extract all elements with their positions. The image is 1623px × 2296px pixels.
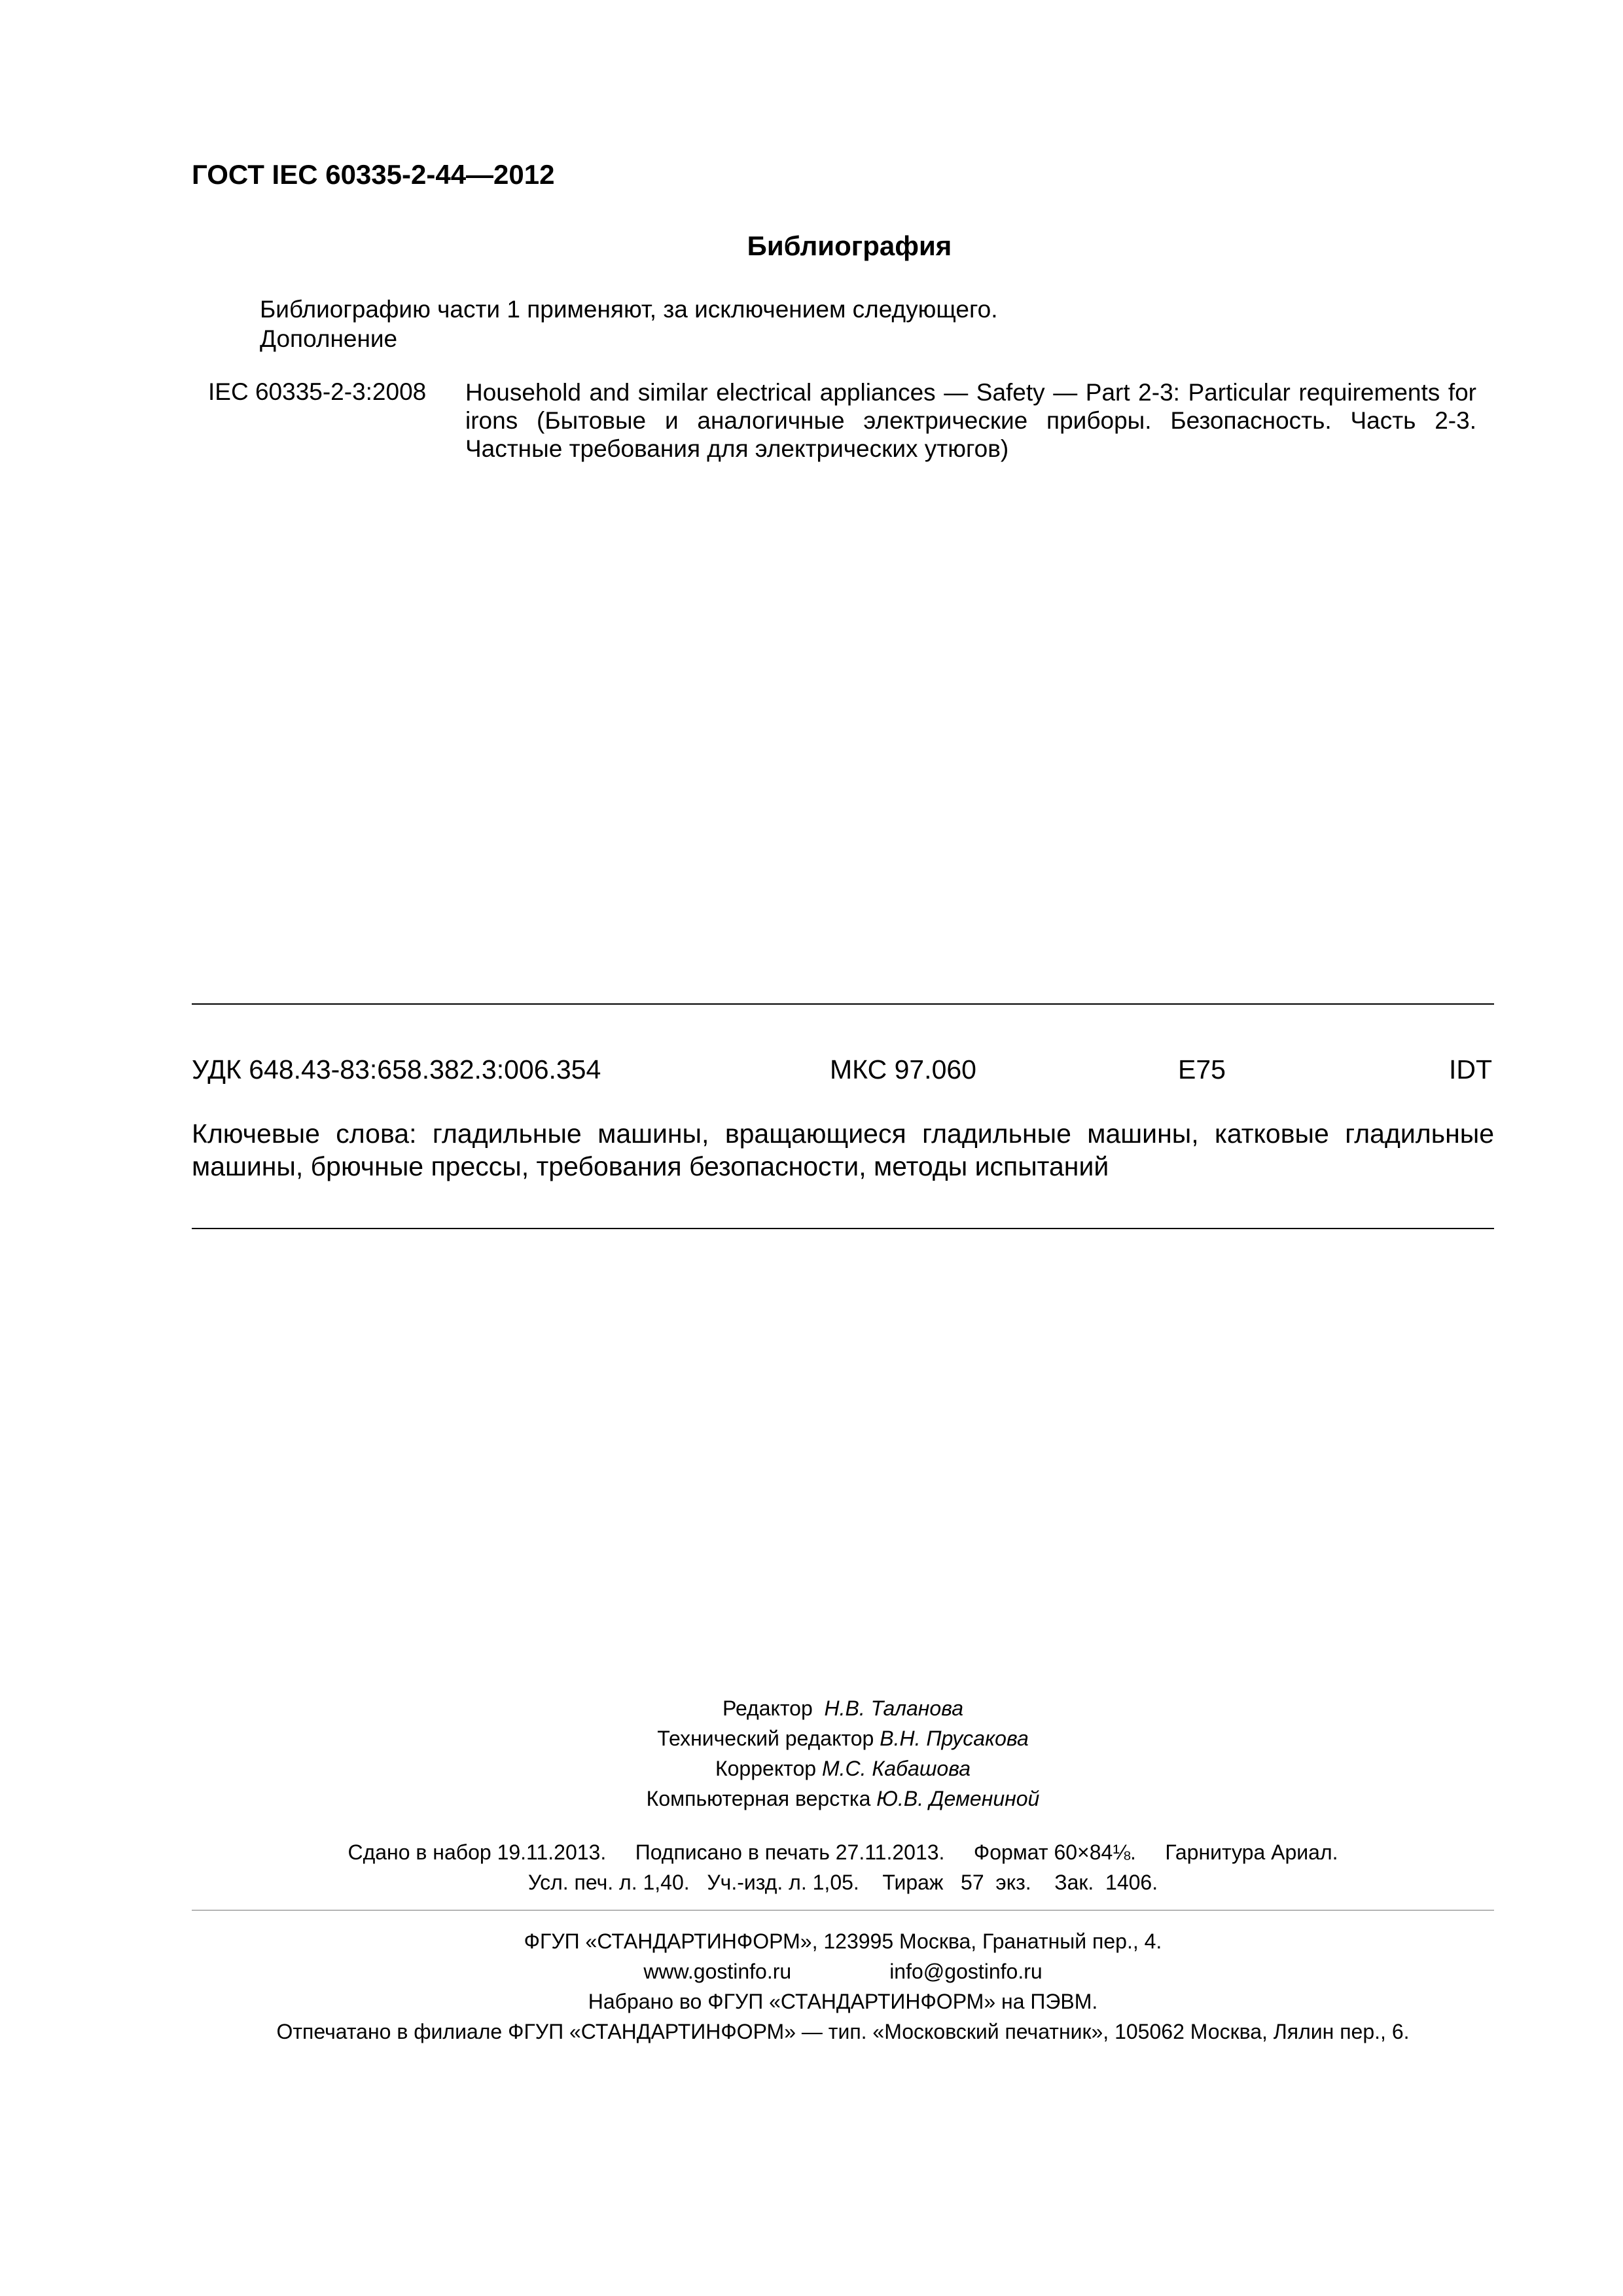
printed-note: Отпечатано в филиале ФГУП «СТАНДАРТИНФОРМ» — тип. «Московский печатник», 105062 Москва, Лялин пер., 6.: [276, 2020, 1410, 2043]
publisher-contacts: [0, 1960, 1623, 1984]
publisher-address: ФГУП «СТАНДАРТИНФОРМ», 123995 Москва, Гранатный пер., 4.: [524, 1929, 1162, 1953]
standard-code: ГОСТ IEC 60335-2-44—2012: [192, 159, 555, 190]
publisher-email[interactable]: info@gostinfo.ru: [889, 1960, 1043, 1983]
print-info-line: Усл. печ. л. 1,40. Уч.-изд. л. 1,05. Тираж 57 экз. Зак. 1406.: [527, 1871, 1158, 1894]
credit-name: В.Н. Прусакова: [880, 1727, 1029, 1750]
credit-line: [0, 1727, 1623, 1751]
print-info-line: Сдано в набор 19.11.2013. Подписано в печать 27.11.2013. Формат 60×84⅛. Гарнитура Ариал.: [348, 1840, 1338, 1864]
credit-line: [0, 1696, 1623, 1721]
bibliography-intro: Библиографию части 1 применяют, за исключением следующего.: [260, 296, 998, 323]
credit-role: Технический редактор: [657, 1727, 874, 1750]
equivalence-degree: IDT: [1449, 1054, 1493, 1085]
reference-text: Household and similar electrical appliances — Safety — Part 2-3: Particular requirements for irons (Бытовые и аналогичные электрические приборы. Безопасность. Часть 2-3. Частные требования для электрических утюгов): [465, 379, 1476, 462]
publisher-website[interactable]: www.gostinfo.ru: [643, 1960, 792, 1983]
bibliography-addition-label: Дополнение: [260, 325, 398, 352]
credit-line: [0, 1757, 1623, 1781]
okp-code: Е75: [1178, 1054, 1226, 1085]
credit-role: Редактор: [722, 1696, 813, 1720]
typeset-note: Набрано во ФГУП «СТАНДАРТИНФОРМ» на ПЭВМ.: [588, 1990, 1098, 2013]
bibliography-title: Библиография: [747, 230, 952, 261]
credit-name: М.С. Кабашова: [821, 1757, 971, 1780]
reference-code: IEC 60335-2-3:2008: [208, 378, 427, 405]
credit-name: Ю.В. Демениной: [876, 1787, 1040, 1810]
credit-role: Корректор: [715, 1757, 817, 1780]
credit-name: Н.В. Таланова: [824, 1696, 963, 1720]
keywords: Ключевые слова: гладильные машины, вращающиеся гладильные машины, катковые гладильные машины, брючные прессы, требования безопасности, методы испытаний: [192, 1119, 1494, 1181]
credit-role: Компьютерная верстка: [646, 1787, 871, 1810]
udk-code: УДК 648.43-83:658.382.3:006.354: [192, 1054, 601, 1085]
divider-bottom: [192, 1228, 1494, 1229]
divider-top: [192, 1003, 1494, 1005]
mks-code: МКС 97.060: [830, 1054, 976, 1085]
credit-line: [0, 1787, 1623, 1811]
